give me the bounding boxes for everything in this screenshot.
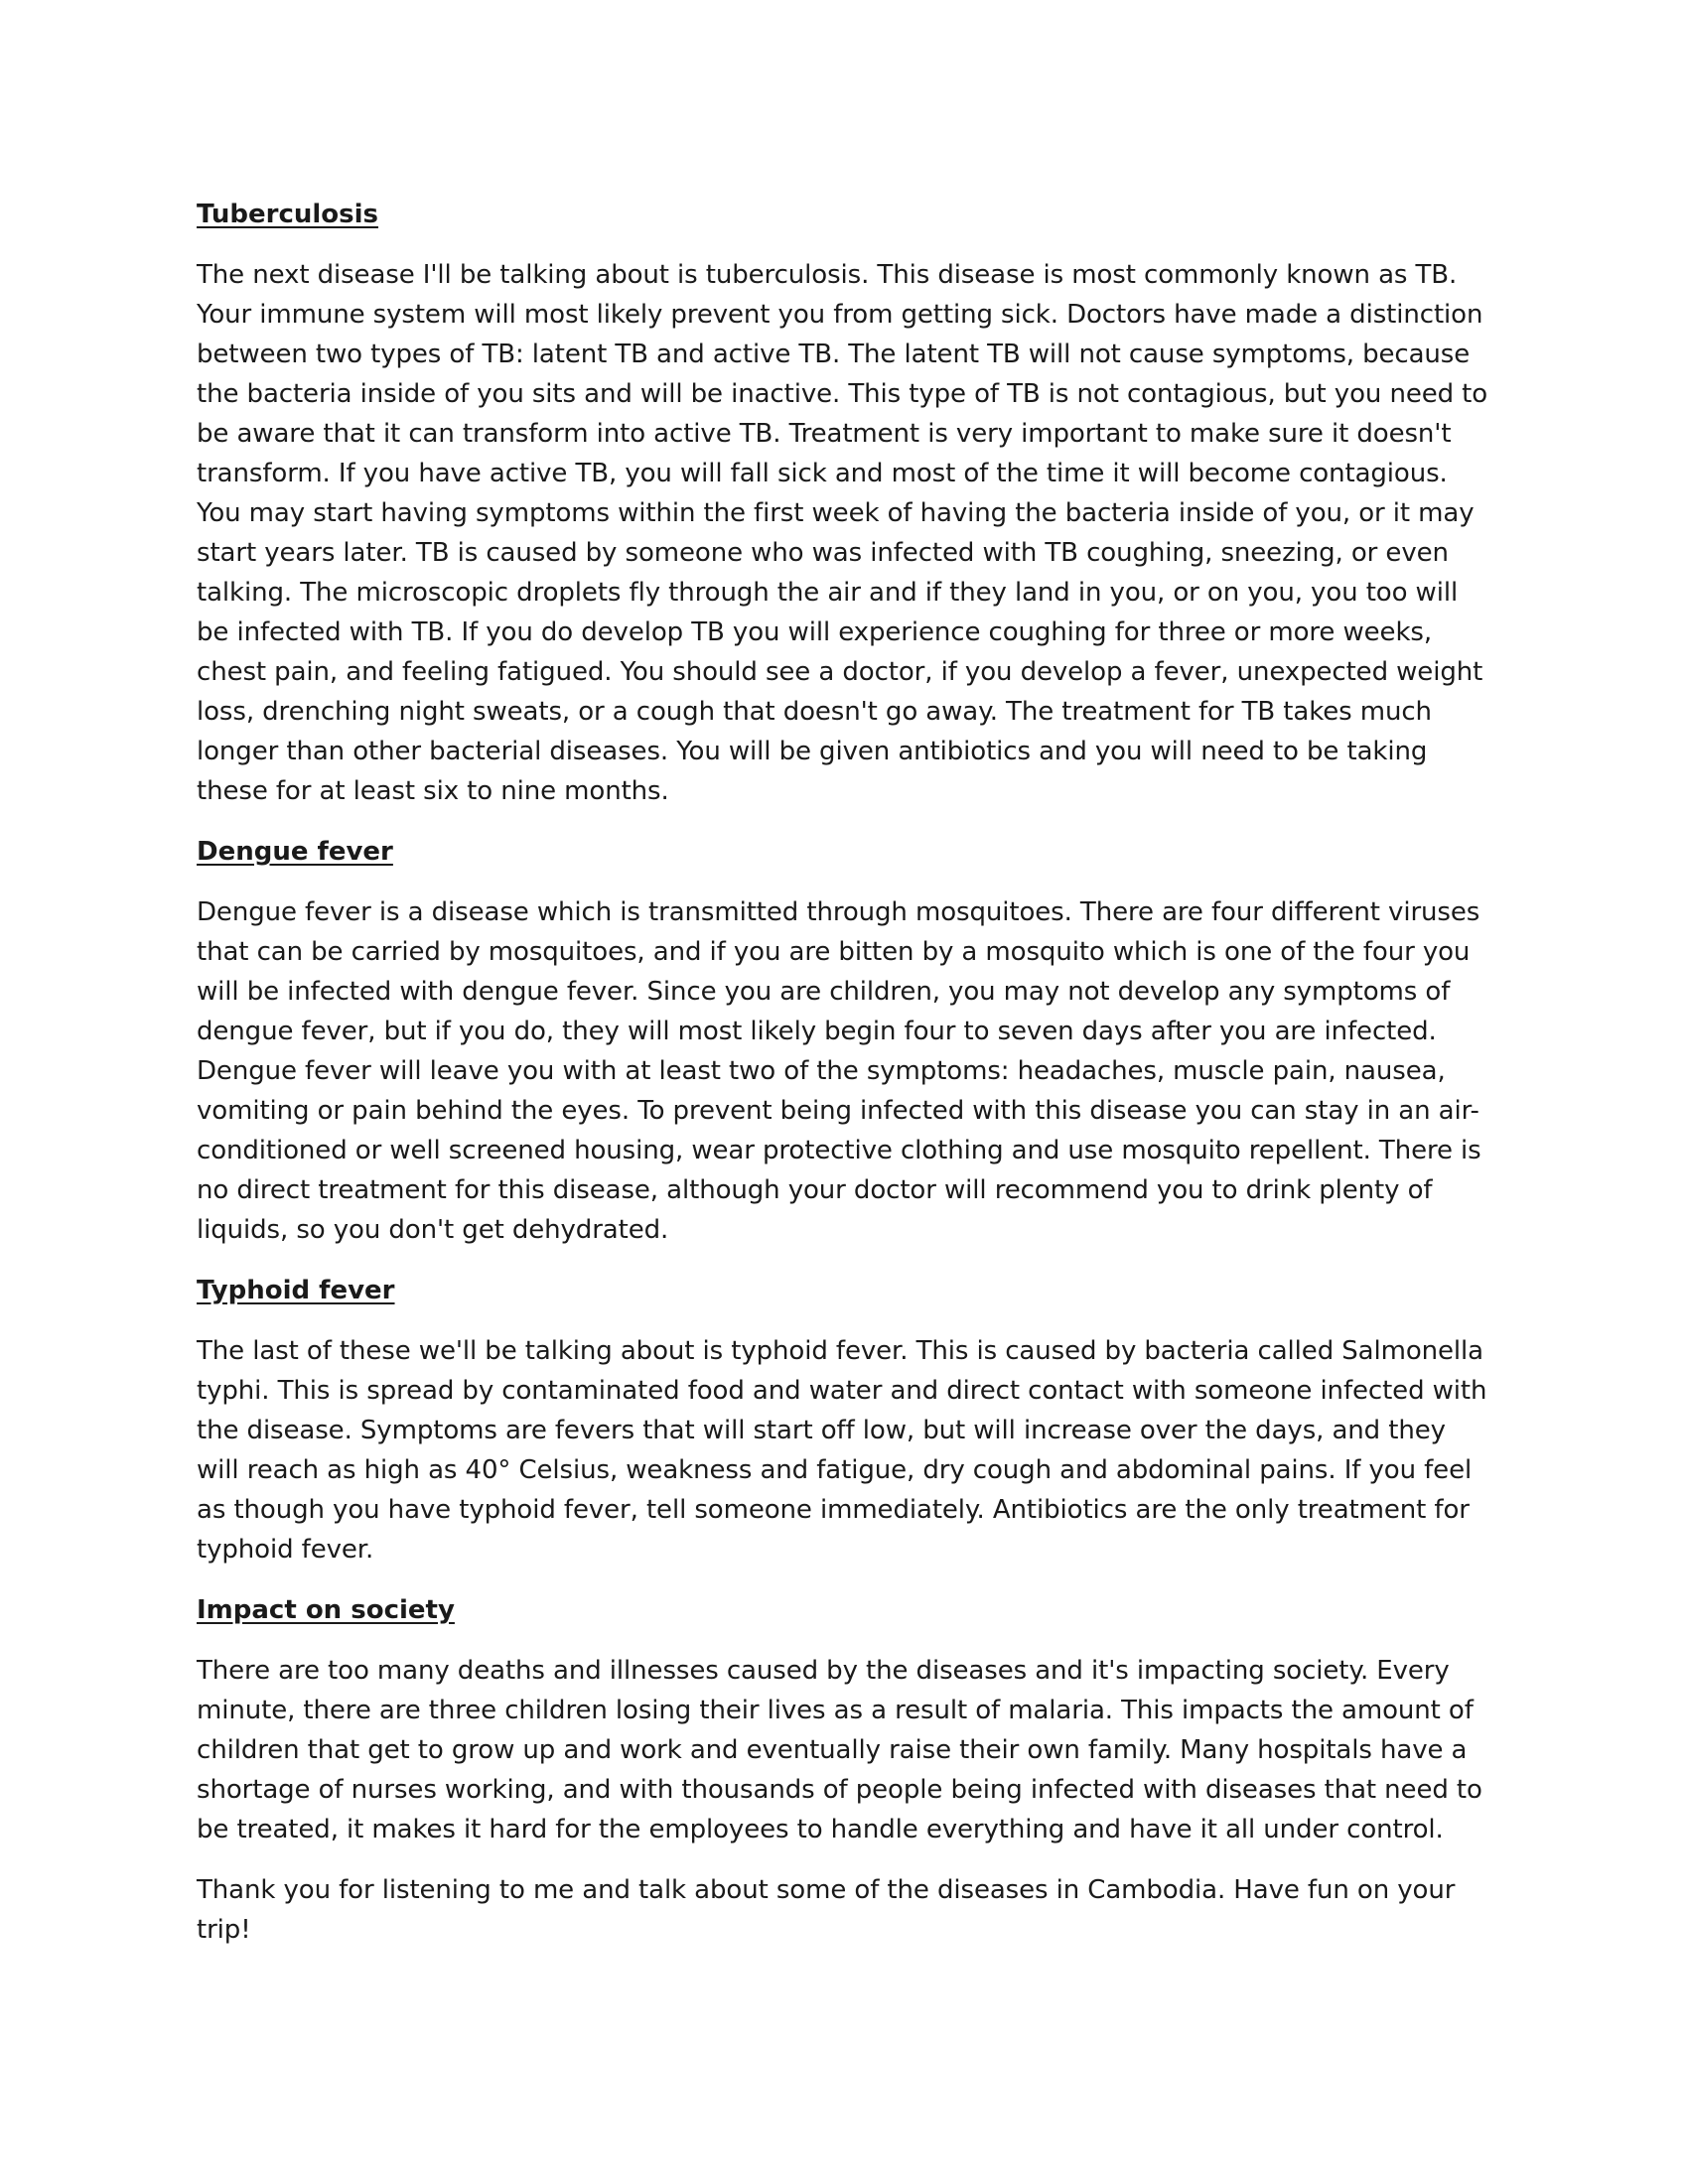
- document-body: [197, 195, 1492, 1971]
- section-heading: Typhoid fever: [197, 1276, 395, 1305]
- section-heading: Impact on society: [197, 1595, 455, 1625]
- section-impact-on-society: [197, 1590, 1492, 1849]
- section-dengue-fever: [197, 832, 1492, 1250]
- section-tuberculosis: [197, 195, 1492, 811]
- section-heading: Dengue fever: [197, 837, 393, 867]
- section-paragraph: The next disease I'll be talking about is tuberculosis. This disease is most commonly known as TB. Your immune system will most likely prevent you from getting sick. Doctors have made a distinction between two types of TB: latent TB and active TB. The latent TB will not cause symptoms, because the bacteria inside of you sits and will be inactive. This type of TB is not contagious, but you need to be aware that it can transform into active TB. Treatment is very important to make sure it doesn't transform. If you have active TB, you will fall sick and most of the time it will become contagious. You may start having symptoms within the first week of having the bacteria inside of you, or it may start years later. TB is caused by someone who was infected with TB coughing, sneezing, or even talking. The microscopic droplets fly through the air and if they land in you, or on you, you too will be infected with TB. If you do develop TB you will experience coughing for three or more weeks, chest pain, and feeling fatigued. You should see a doctor, if you develop a fever, unexpected weight loss, drenching night sweats, or a cough that doesn't go away. The treatment for TB takes much longer than other bacterial diseases. You will be given antibiotics and you will need to be taking these for at least six to nine months.: [197, 260, 1488, 806]
- section-typhoid-fever: [197, 1271, 1492, 1570]
- section-paragraph: Dengue fever is a disease which is transmitted through mosquitoes. There are four different viruses that can be carried by mosquitoes, and if you are bitten by a mosquito which is one of the four you will be infected with dengue fever. Since you are children, you may not develop any symptoms of dengue fever, but if you do, they will most likely begin four to seven days after you are infected. Dengue fever will leave you with at least two of the symptoms: headaches, muscle pain, nausea, vomiting or pain behind the eyes. To prevent being infected with this disease you can stay in an air-conditioned or well screened housing, wear protective clothing and use mosquito repellent. There is no direct treatment for this disease, although your doctor will recommend you to drink plenty of liquids, so you don't get dehydrated.: [197, 897, 1481, 1245]
- section-paragraph: The last of these we'll be talking about is typhoid fever. This is caused by bacteria called Salmonella typhi. This is spread by contaminated food and water and direct contact with someone infected with the disease. Symptoms are fevers that will start off low, but will increase over the days, and they will reach as high as 40° Celsius, weakness and fatigue, dry cough and abdominal pains. If you feel as though you have typhoid fever, tell someone immediately. Antibiotics are the only treatment for typhoid fever.: [197, 1336, 1487, 1565]
- closing-paragraph: Thank you for listening to me and talk about some of the diseases in Cambodia. Have fun on your trip!: [197, 1875, 1456, 1945]
- section-paragraph: There are too many deaths and illnesses caused by the diseases and it's impacting society. Every minute, there are three children losing their lives as a result of malaria. This impacts the amount of children that get to grow up and work and eventually raise their own family. Many hospitals have a shortage of nurses working, and with thousands of people being infected with diseases that need to be treated, it makes it hard for the employees to handle everything and have it all under control.: [197, 1656, 1482, 1844]
- section-heading: Tuberculosis: [197, 200, 379, 229]
